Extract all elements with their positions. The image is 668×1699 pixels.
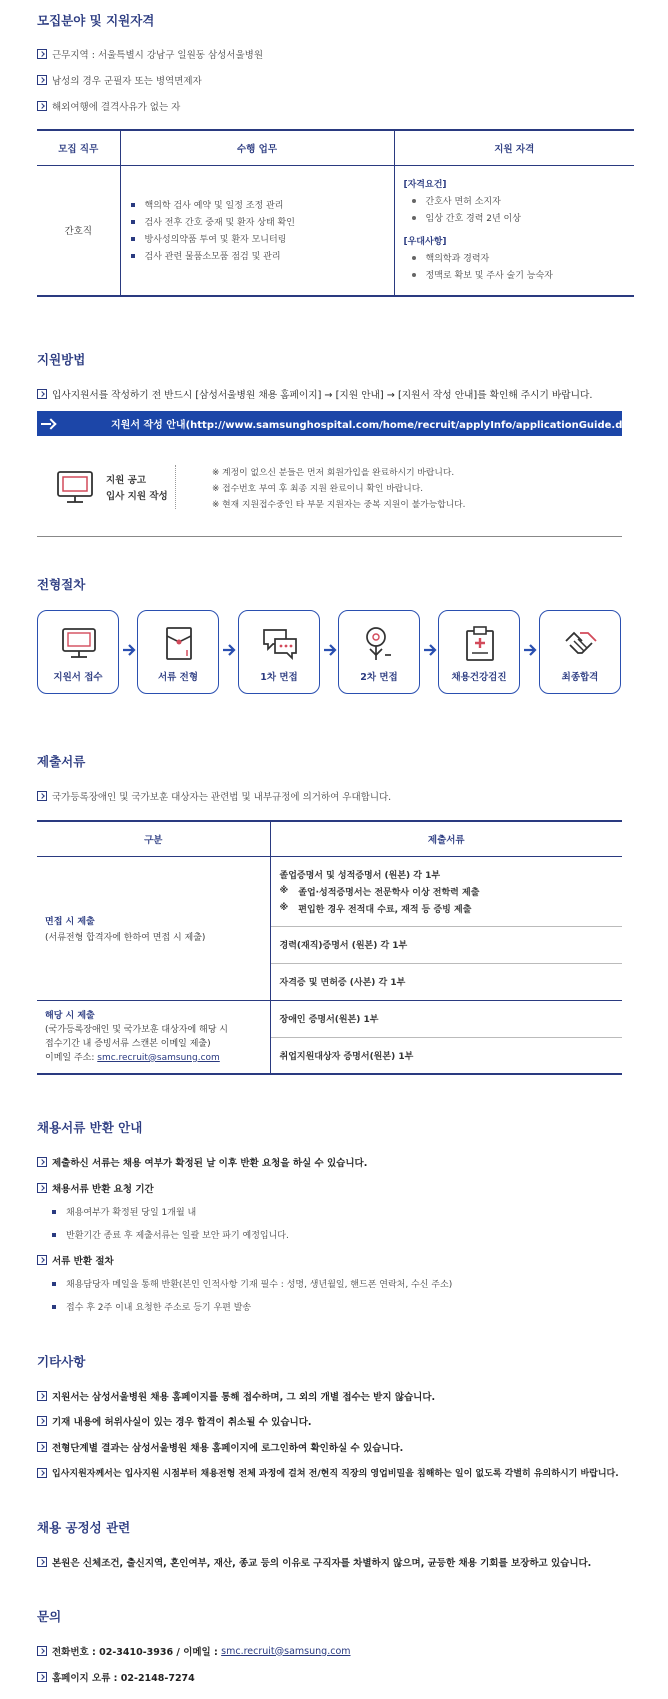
- check-icon: [37, 389, 47, 399]
- bullet-item: 지원서는 삼성서울병원 채용 홈페이지를 통해 접수하며, 그 외의 개별 접수는 받지 않습니다.: [37, 1389, 435, 1403]
- list-item: 검사 관련 물품소모품 점검 및 관리: [131, 249, 394, 262]
- bullet-item: 기재 내용에 허위사실이 있는 경우 합격이 취소될 수 있습니다.: [37, 1414, 312, 1428]
- check-icon: [37, 1442, 47, 1452]
- check-icon: [37, 49, 47, 59]
- step-label: 채용건강검진: [451, 672, 507, 683]
- check-icon: [37, 1183, 47, 1193]
- step-document-screening: [137, 610, 219, 694]
- step-second-interview: [338, 610, 420, 694]
- speech-bubble-icon: [261, 625, 299, 663]
- bullet-item: 전화번호 : 02-3410-3936 / 이메일 : smc.recruit@samsung.com: [37, 1644, 351, 1658]
- bullet-item: 입사지원서를 작성하기 전 반드시 [삼성서울병원 채용 홈페이지] → [지원 안내] → [지원서 작성 안내]를 확인해 주시기 바랍니다.: [37, 387, 592, 401]
- bullet-item: 전형단계별 결과는 삼성서울병원 채용 홈페이지에 로그인하여 확인하실 수 있습니다.: [37, 1440, 403, 1454]
- monitor-icon: [56, 470, 96, 506]
- monitor-icon: [60, 625, 98, 663]
- qualifications-cell: [394, 165, 634, 296]
- arrow-right-icon: [221, 642, 237, 658]
- check-icon: [37, 1416, 47, 1426]
- check-icon: [37, 1157, 47, 1167]
- bullet-item: 남성의 경우 군필자 또는 병역면제자: [37, 73, 202, 87]
- email-link[interactable]: smc.recruit@samsung.com: [221, 1645, 351, 1657]
- table-row: [37, 1000, 622, 1037]
- step-label: 서류 전형: [157, 672, 198, 683]
- step-label: 1차 면접: [260, 672, 298, 683]
- bullet-item: 채용서류 반환 요청 기간: [37, 1181, 154, 1195]
- bullet-item: 국가등록장애인 및 국가보훈 대상자는 관련법 및 내부규정에 의거하여 우대합니다.: [37, 789, 391, 803]
- check-icon: [37, 1672, 47, 1682]
- step-label: 지원서 접수: [53, 672, 103, 683]
- list-item: 핵의학과 경력자: [412, 251, 635, 264]
- check-icon: [37, 101, 47, 111]
- group-applicable-docs: 해당 시 제출 (국가등록장애인 및 국가보훈 대상자에 해당 시 접수기간 내 증빙서류 스캔본 이메일 제출) 이메일 주소: smc.recruit@samsung.com: [37, 1000, 270, 1074]
- notes: ※ 계정이 없으신 분들은 먼저 회원가입을 완료하시기 바랍니다. ※ 접수번호 부여 후 최종 지원 완료이니 확인 바랍니다. ※ 현재 지원접수중인 타 부문 지원자는 중복 지원이 불가능합니다.: [212, 468, 466, 510]
- requirements-heading: [자격요건]: [403, 180, 447, 191]
- job-cell: 간호직: [64, 226, 93, 238]
- bullet-item: 서류 반환 절차: [37, 1253, 114, 1267]
- preferences-heading: [우대사항]: [403, 237, 447, 248]
- sub-item: 반환기간 종료 후 제출서류는 일괄 보안 파기 예정입니다.: [52, 1228, 289, 1241]
- qualifications: [404, 177, 635, 281]
- interviewer-icon: [361, 625, 399, 663]
- section-title-etc: 기타사항: [37, 1354, 86, 1369]
- step-health-checkup: [438, 610, 520, 694]
- arrow-right-icon: [422, 642, 438, 658]
- step-first-interview: [238, 610, 320, 694]
- list-item: 임상 간호 경력 2년 이상: [412, 211, 635, 224]
- table-header: 수행 업무: [120, 130, 394, 165]
- table-header: 모집 직무: [37, 130, 120, 165]
- bullet-item: 해외여행에 결격사유가 없는 자: [37, 99, 180, 113]
- doc-cell: 경력(재직)증명서 (원본) 각 1부: [270, 926, 622, 963]
- bullet-item: 근무지역 : 서울특별시 강남구 일원동 삼성서울병원: [37, 47, 263, 61]
- clipboard-medical-icon: [461, 625, 499, 663]
- handshake-icon: [562, 625, 600, 663]
- list-item: 핵의학 검사 예약 및 일정 조정 관리: [131, 198, 394, 211]
- doc-cell: 졸업증명서 및 성적증명서 (원본) 각 1부 ※ 졸업·성적증명서는 전문학사 이상 전학력 제출 ※ 편입한 경우 전적대 수료, 재적 등 증빙 제출: [279, 870, 480, 915]
- step-final-acceptance: [539, 610, 621, 694]
- arrow-right-icon: [121, 642, 137, 658]
- check-icon: [37, 1391, 47, 1401]
- bullet-item: 입사지원자께서는 입사지원 시점부터 채용전형 전체 과정에 걸쳐 전/현직 직장의 영업비밀을 침해하는 일이 없도록 각별히 유의하시기 바랍니다.: [37, 1466, 619, 1479]
- application-guide-link[interactable]: 지원서 작성 안내(http://www.samsunghospital.com/home/recruit/applyInfo/applicationGuide.do): [37, 411, 622, 436]
- document-icon: [160, 625, 198, 663]
- email-link[interactable]: smc.recruit@samsung.com: [97, 1052, 220, 1063]
- sub-item: 채용여부가 확정된 당일 1개월 내: [52, 1205, 196, 1218]
- table-row: [37, 856, 622, 926]
- box-labels: 지원 공고 입사 지원 작성: [106, 475, 168, 502]
- section-title-contact: 문의: [37, 1609, 62, 1624]
- list-item: 간호사 면허 소지자: [412, 194, 635, 207]
- section-title-docs: 제출서류: [37, 754, 86, 769]
- step-application: [37, 610, 119, 694]
- check-icon: [37, 1255, 47, 1265]
- bullet-item: 본원은 신체조건, 출신지역, 혼인여부, 재산, 종교 등의 이유로 구직자를 차별하지 않으며, 균등한 채용 기회를 보장하고 있습니다.: [37, 1555, 591, 1569]
- check-icon: [37, 1557, 47, 1567]
- table-header: 구분: [37, 821, 270, 856]
- sub-item: 접수 후 2주 이내 요청한 주소로 등기 우편 발송: [52, 1300, 251, 1313]
- bullet-item: 제출하신 서류는 채용 여부가 확정된 날 이후 반환 요청을 하실 수 있습니다.: [37, 1155, 367, 1169]
- check-icon: [37, 1646, 47, 1656]
- list-item: 검사 전후 간호 중재 및 환자 상태 확인: [131, 215, 394, 228]
- documents-table: [37, 820, 622, 1075]
- section-title-process: 전형절차: [37, 577, 86, 592]
- list-item: 방사성의약품 투여 및 환자 모니터링: [131, 232, 394, 245]
- check-icon: [37, 75, 47, 85]
- section-title-return: 채용서류 반환 안내: [37, 1120, 143, 1135]
- section-title-recruit: 모집분야 및 지원자격: [37, 13, 155, 28]
- check-icon: [37, 791, 47, 801]
- step-label: 2차 면접: [360, 672, 398, 683]
- table-header: 지원 자격: [394, 130, 634, 165]
- doc-cell: 취업지원대상자 증명서(원본) 1부: [270, 1037, 622, 1074]
- arrow-right-icon: [522, 642, 538, 658]
- table-header: 제출서류: [270, 821, 622, 856]
- sub-item: 채용담당자 메일을 통해 반환(본인 인적사항 기재 필수 : 성명, 생년월일, 핸드폰 연락처, 수신 주소): [52, 1277, 452, 1290]
- doc-cell: 자격증 및 면허증 (사본) 각 1부: [270, 963, 622, 1000]
- check-icon: [37, 1468, 47, 1478]
- recruit-table: [37, 129, 634, 297]
- section-title-apply: 지원방법: [37, 352, 86, 367]
- arrow-right-icon: [322, 642, 338, 658]
- apply-info-box: [37, 455, 622, 537]
- step-label: 최종합격: [561, 672, 599, 683]
- doc-cell: 장애인 증명서(원본) 1부: [270, 1000, 622, 1037]
- bullet-item: 홈페이지 오류 : 02-2148-7274: [37, 1670, 195, 1684]
- section-title-fairness: 채용 공정성 관련: [37, 1520, 131, 1535]
- group-interview-docs: 면접 시 제출 (서류전형 합격자에 한하여 면접 시 제출): [37, 856, 270, 1000]
- list-item: 정맥로 확보 및 주사 술기 능숙자: [412, 268, 635, 281]
- divider: [175, 465, 176, 509]
- duties-cell: [120, 165, 394, 296]
- duties-list: [131, 198, 394, 262]
